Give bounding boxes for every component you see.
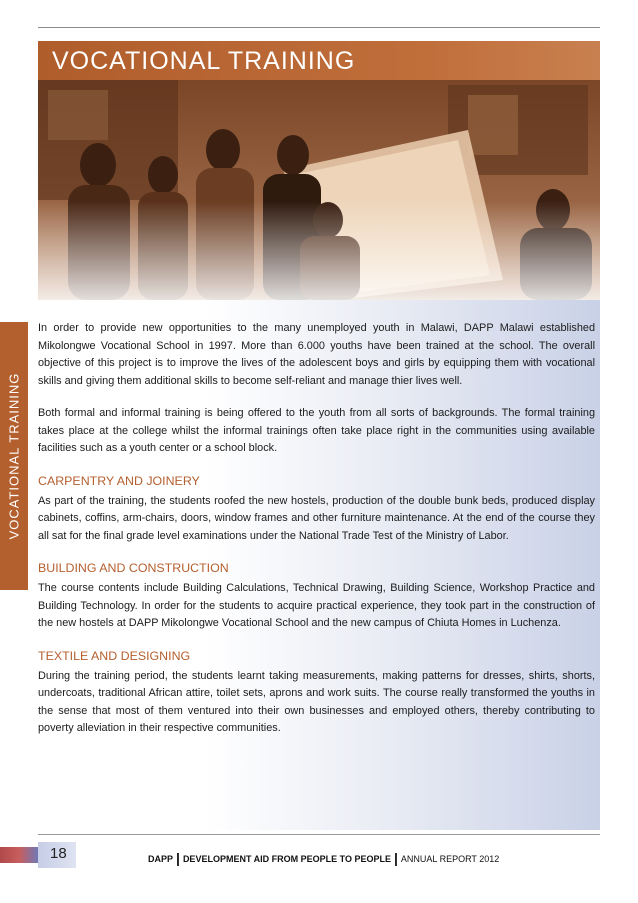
footer-rule	[38, 834, 600, 835]
footer-separator: |	[176, 850, 180, 866]
header-photo	[38, 80, 600, 300]
top-rule	[38, 27, 600, 28]
header-band	[38, 41, 600, 80]
page-number: 18	[50, 845, 67, 862]
sidebar-label: VOCATIONAL TRAINING	[6, 372, 22, 540]
section-body-textile: During the training period, the students learnt taking measurements, making patterns for dresses, shirts, shorts, undercoats, traditional African attire, toilet sets, aprons and work suits. The course really transformed the youths in the sense that most of them ventured into their own businesses and employed others, thereby contributing to poverty alleviation in their respective communities.	[38, 669, 595, 734]
footer-org: DAPP	[148, 854, 174, 864]
intro-paragraph: In order to provide new opportunities to the many unemployed youth in Malawi, DAPP Malawi established Mikolongwe Vocational School in 1997. More than 6.000 youths have been trained at the school. The overall objective of this project is to improve the lives of the adolescent boys and girls by equipping them with vocational skills and giving them additional skills to become self-reliant and manage thier lives well.	[38, 322, 595, 387]
section-body-carpentry: As part of the training, the students roofed the new hostels, production of the double bunk beds, produced display cabinets, coffins, arm-chairs, doors, window frames and other furniture maintenance. At the end of the course they all sat for the final grade level examinations under the National Trade Test of the Ministry of Labor.	[38, 494, 595, 542]
footer-org-full: DEVELOPMENT AID FROM PEOPLE TO PEOPLE	[182, 854, 391, 864]
section-heading-building: BUILDING AND CONSTRUCTION	[38, 561, 229, 575]
section-body-building: The course contents include Building Calculations, Technical Drawing, Building Science, Workshop Practice and Building Technology. In order for the students to acquire practical experience, they took part in the construction of the new hostels at DAPP Mikolongwe Vocational School and the new campus of Chiuta Homes in Luchenza.	[38, 582, 595, 629]
header-photo-illustration	[38, 80, 600, 300]
training-paragraph: Both formal and informal training is being offered to the youth from all sorts of backgrounds. The formal training takes place at the college whilst the informal trainings often take place right in the communities using available facilities such as a youth center or a school block.	[38, 407, 595, 454]
footer-text	[148, 849, 499, 865]
sidebar-tab	[0, 322, 28, 590]
page-title: VOCATIONAL TRAINING	[52, 47, 356, 75]
article-body	[38, 320, 595, 753]
section-heading-carpentry: CARPENTRY AND JOINERY	[38, 473, 200, 488]
footer-separator: |	[393, 850, 398, 866]
section-heading-textile: TEXTILE AND DESIGNING	[38, 648, 191, 663]
footer-report: ANNUAL REPORT 2012	[400, 854, 500, 864]
